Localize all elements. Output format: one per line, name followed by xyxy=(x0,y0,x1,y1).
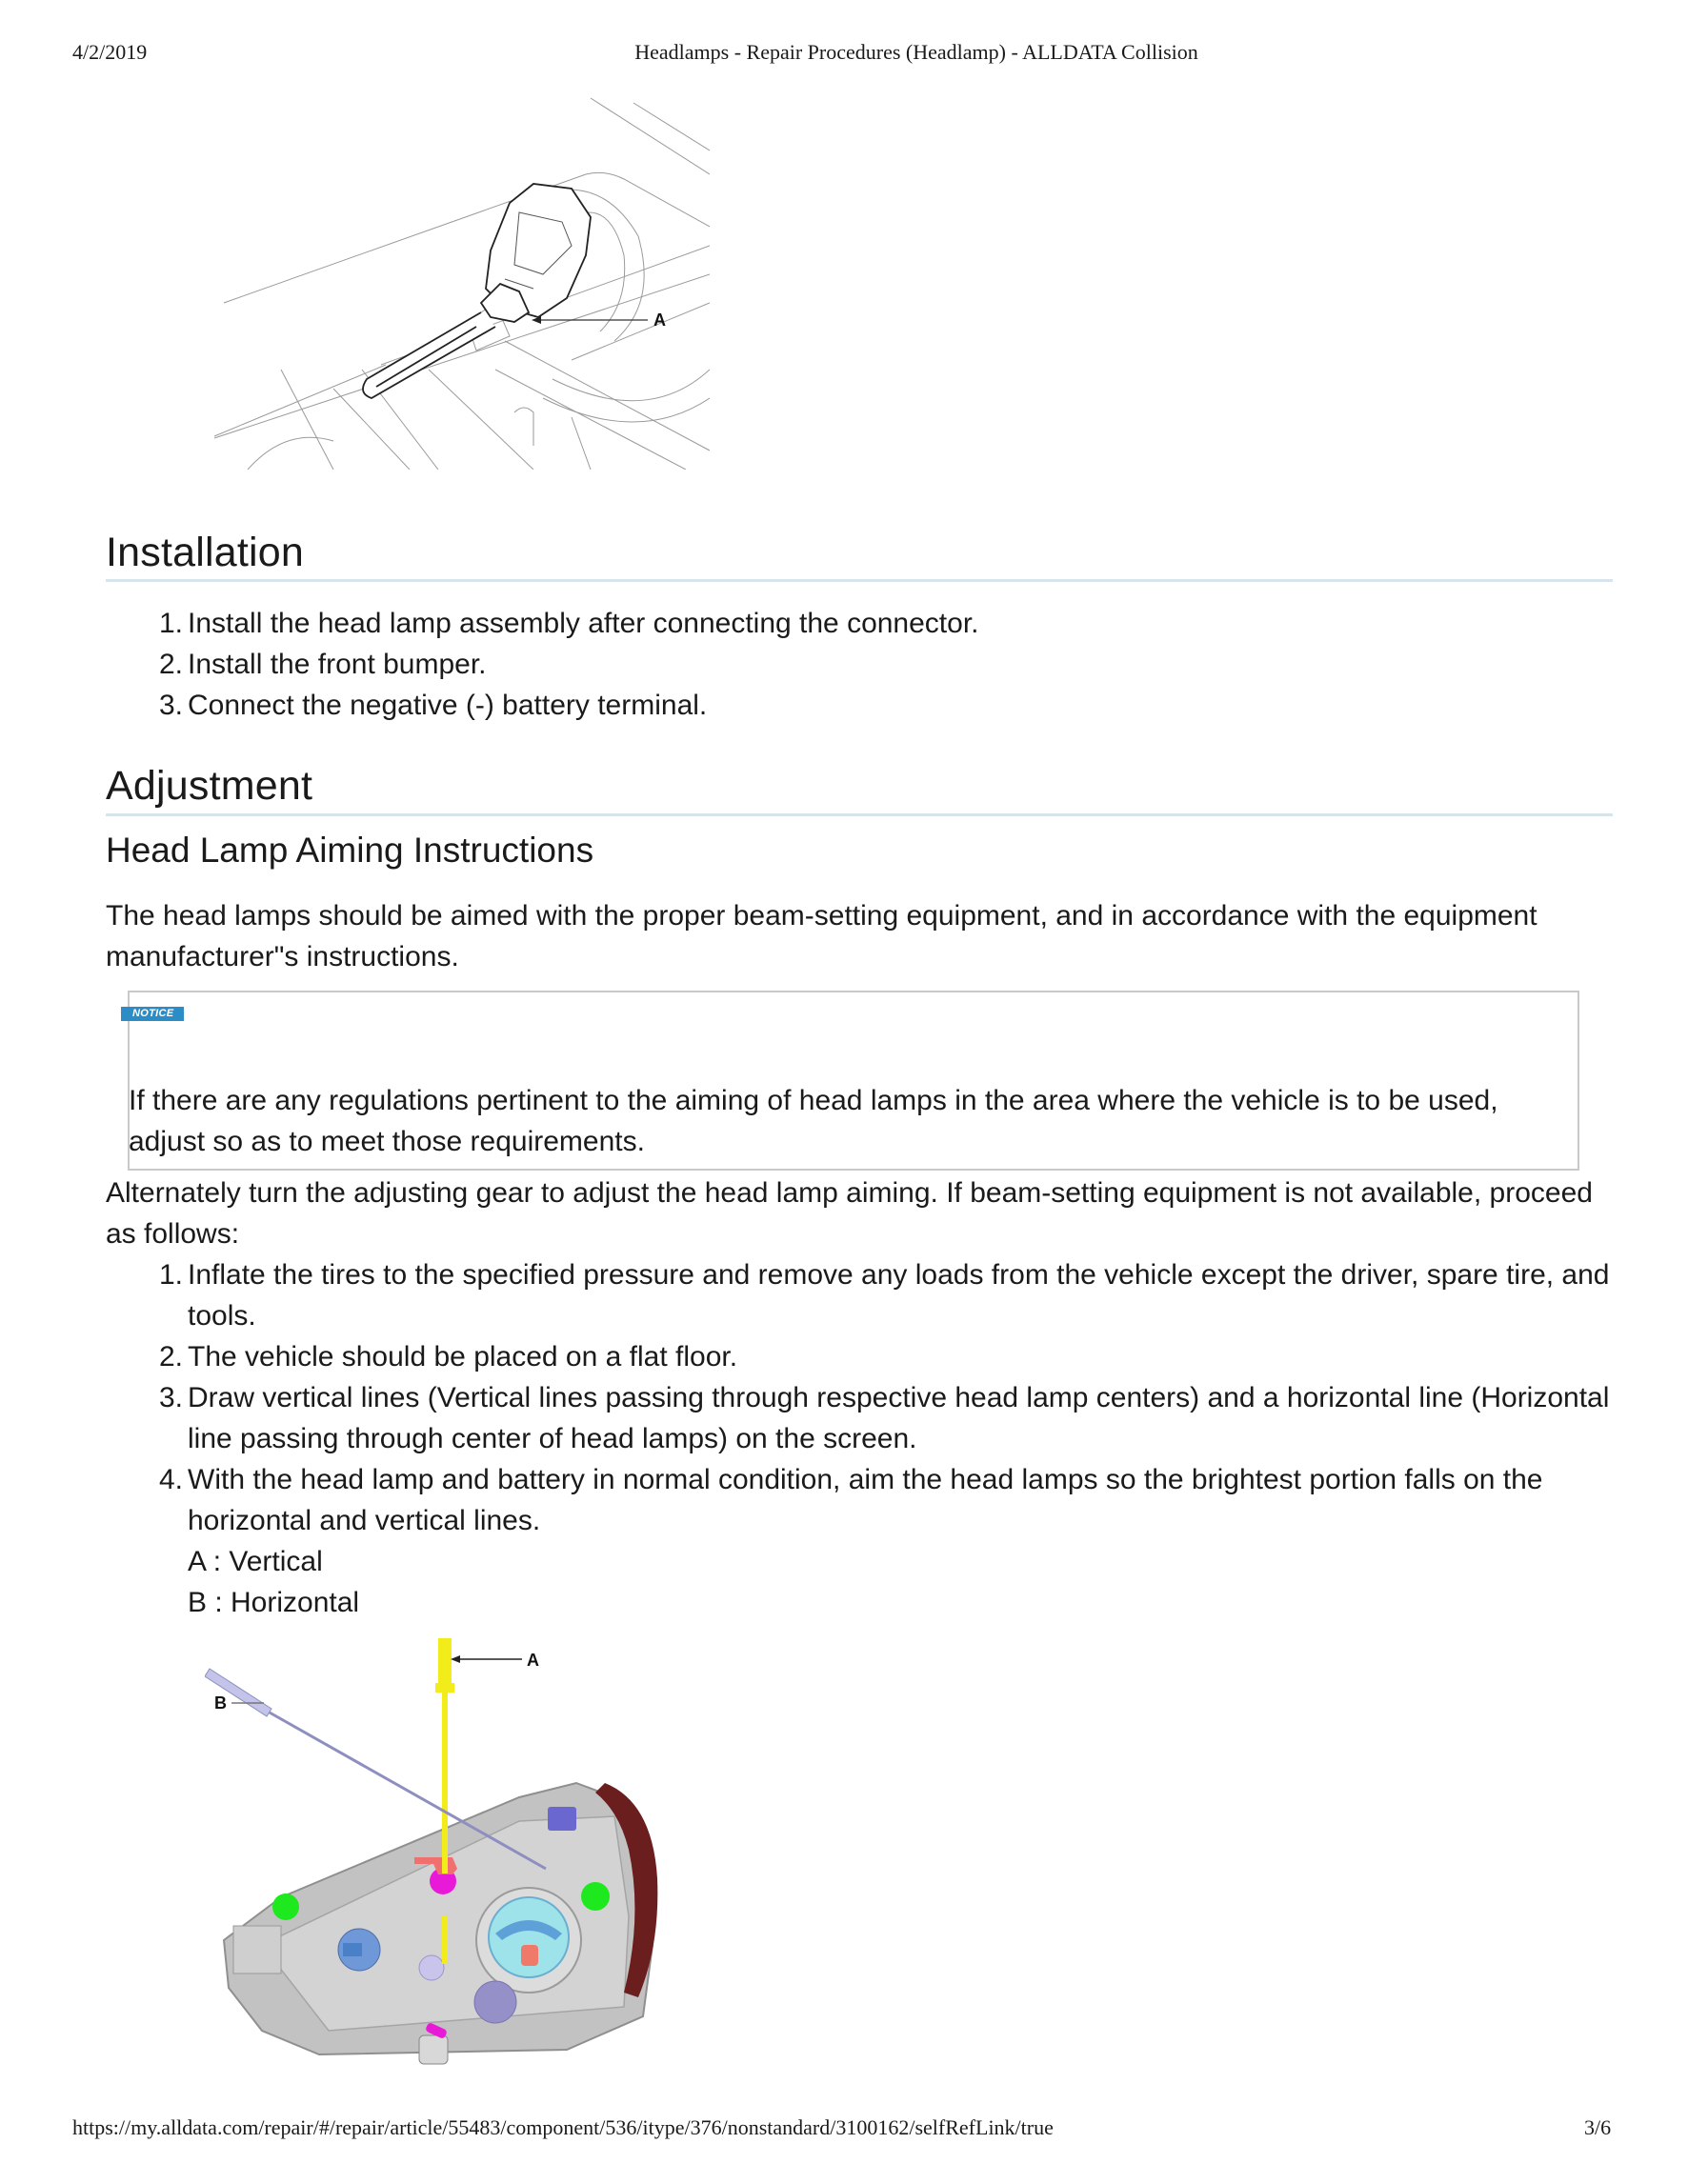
callout-a-label: A xyxy=(653,311,666,330)
callout-b-label: B xyxy=(214,1693,227,1713)
step-number: 2. xyxy=(159,1341,184,1373)
list-item xyxy=(106,1459,1620,1623)
step-text: Install the head lamp assembly after connecting the connector. xyxy=(188,608,979,639)
notice-text: If there are any regulations pertinent to the aiming of head lamps in the area where the vehicle is to be used, adjust so as to meet those requirements. xyxy=(129,1085,1498,1157)
notice-badge: NOTICE xyxy=(121,1007,184,1021)
step-text: The vehicle should be placed on a flat floor. xyxy=(188,1341,738,1373)
step-text: Install the front bumper. xyxy=(188,649,487,680)
step-text: With the head lamp and battery in normal condition, aim the head lamps so the brightest portion falls on the horizontal and vertical lines. xyxy=(188,1464,1543,1536)
step-number: 4. xyxy=(159,1464,184,1495)
legend-vertical: A : Vertical xyxy=(188,1546,323,1577)
adjustment-heading: Adjustment xyxy=(106,763,313,809)
legend-horizontal: B : Horizontal xyxy=(188,1587,360,1618)
source-url: https://my.alldata.com/repair/#/repair/article/55483/component/536/itype/376/nonstandard/3100162/selfRefLink/true xyxy=(72,2115,1054,2139)
aiming-steps xyxy=(106,1254,1620,1623)
connector-illustration xyxy=(191,84,710,470)
list-item xyxy=(106,644,1630,685)
step-number: 1. xyxy=(159,608,184,639)
headlamp-aiming-illustration xyxy=(205,1631,681,2074)
aiming-intro-paragraph: The head lamps should be aimed with the proper beam-setting equipment, and in accordance with the equipment manufacturer"s instructions. xyxy=(106,900,1537,972)
callout-a-label: A xyxy=(527,1651,539,1670)
step-text: Connect the negative (-) battery terminal. xyxy=(188,690,708,721)
installation-steps xyxy=(106,603,1630,726)
list-item xyxy=(106,603,1630,644)
step-number: 2. xyxy=(159,649,184,680)
step-number: 3. xyxy=(159,1382,184,1413)
document-title: Headlamps - Repair Procedures (Headlamp) - ALLDATA Collision xyxy=(634,40,1198,64)
step-number: 1. xyxy=(159,1259,184,1291)
installation-divider xyxy=(106,579,1613,582)
step-text: Inflate the tires to the specified pressure and remove any loads from the vehicle except the driver, spare tire, and tools. xyxy=(188,1259,1610,1332)
list-item xyxy=(106,1336,1620,1377)
installation-heading: Installation xyxy=(106,530,304,575)
aiming-subheading: Head Lamp Aiming Instructions xyxy=(106,831,594,870)
list-item xyxy=(106,1254,1620,1336)
page-number: 3/6 xyxy=(1584,2115,1612,2139)
print-date: 4/2/2019 xyxy=(72,40,148,64)
step-number: 3. xyxy=(159,690,184,721)
alternate-paragraph: Alternately turn the adjusting gear to adjust the head lamp aiming. If beam-setting equipment is not available, proceed as follows: xyxy=(106,1177,1593,1250)
list-item xyxy=(106,685,1630,726)
adjustment-divider xyxy=(106,813,1613,816)
list-item xyxy=(106,1377,1620,1459)
step-text: Draw vertical lines (Vertical lines passing through respective head lamp centers) and a horizontal line (Horizontal line passing through center of head lamps) on the screen. xyxy=(188,1382,1610,1454)
